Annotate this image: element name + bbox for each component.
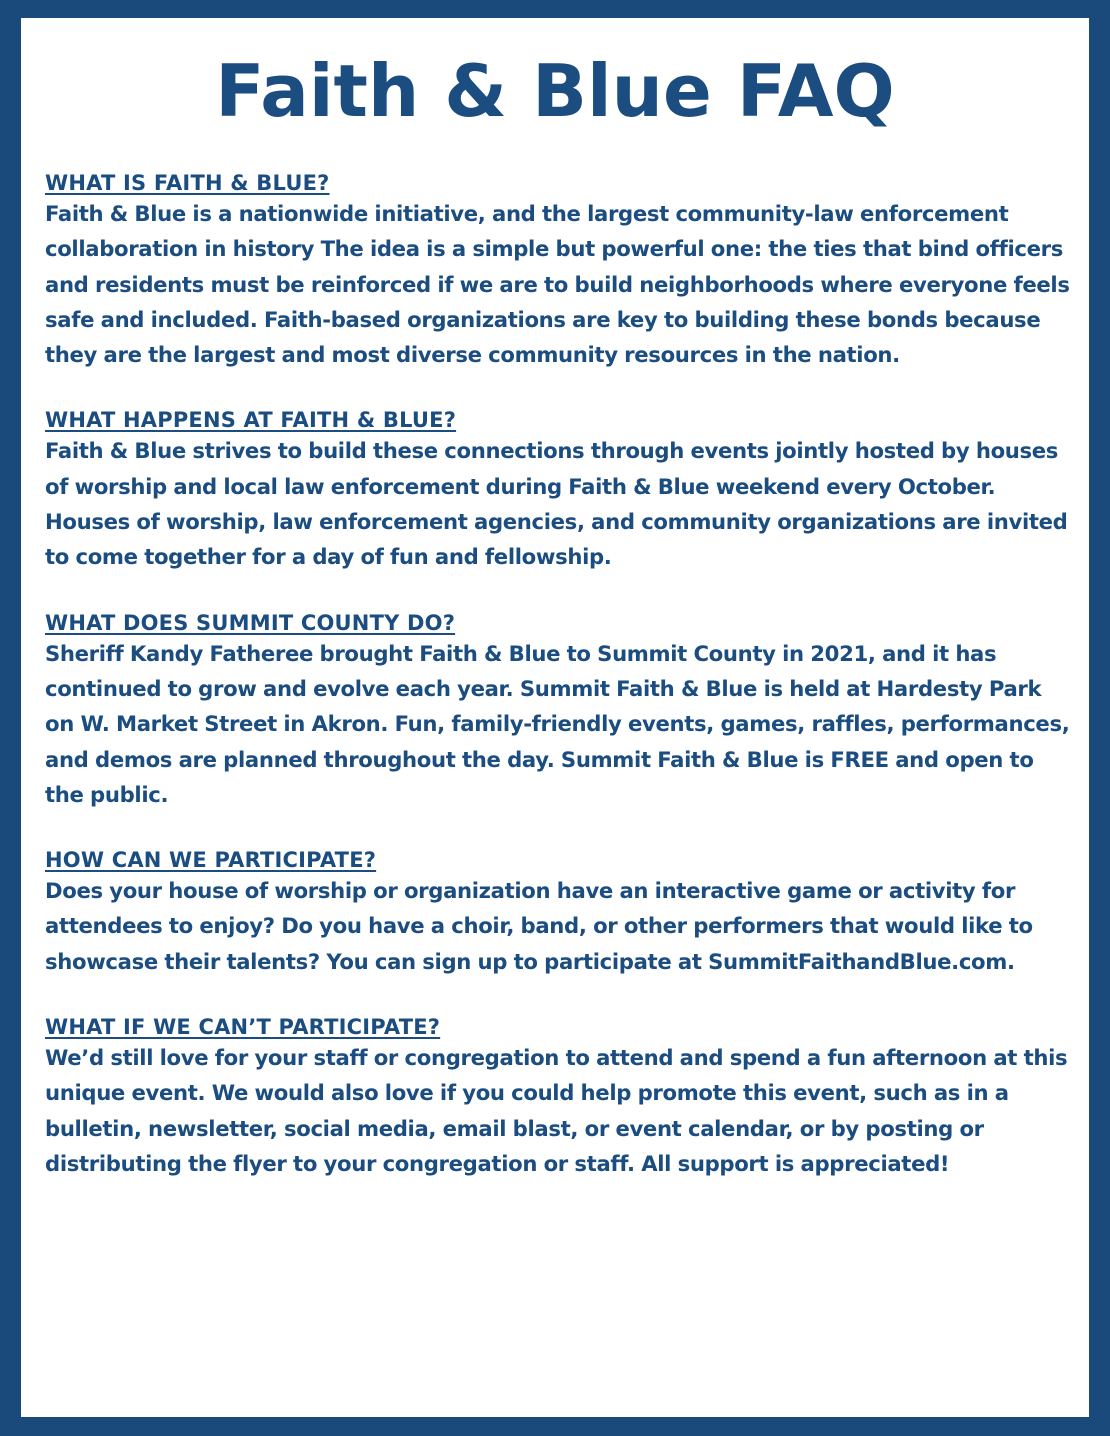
faq-item-what-is: [45, 170, 1075, 372]
faq-answer: Does your house of worship or organization have an interactive game or activity for attendees to enjoy? Do you have a choir, band, or other performers that would like to showcase their talents? You can sign up to participate at SummitFaithandBlue.com.: [45, 878, 1033, 974]
page-title: Faith & Blue FAQ: [215, 49, 895, 133]
faq-question: WHAT IF WE CAN’T PARTICIPATE?: [45, 1015, 441, 1040]
faq-item-cant-participate: [45, 1014, 1075, 1181]
faq-answer: Faith & Blue strives to build these connections through events jointly hosted by houses of worship and local law enforcement during Faith & Blue weekend every October. Houses of worship, law enforcement agencies, and community organizations are invited to come together for a day of fun and fellowship.: [45, 438, 1068, 570]
faq-item-participate: [45, 847, 1075, 979]
faq-question: WHAT IS FAITH & BLUE?: [45, 171, 330, 195]
faq-item-what-happens: [45, 407, 1075, 574]
faq-answer: Faith & Blue is a nationwide initiative, and the largest community-law enforcement collaboration in history The idea is a simple but powerful one: the ties that bind officers and residents must be reinforced if we are to build neighborhoods where everyone feels safe and included. Faith-based organizations are key to building these bonds because they are the largest and most diverse community resources in the nation.: [45, 201, 1070, 368]
faq-item-summit-county: [45, 610, 1075, 812]
faq-question: WHAT DOES SUMMIT COUNTY DO?: [45, 610, 456, 635]
faq-answer: Sheriff Kandy Fatheree brought Faith & Blue to Summit County in 2021, and it has continued to grow and evolve each year. Summit Faith & Blue is held at Hardesty Park on W. Market Street in Akron. Fun, family-friendly events, games, raffles, performances, and demos are planned throughout the day. Summit Faith & Blue is FREE and open to the public.: [45, 640, 1070, 807]
faq-question: WHAT HAPPENS AT FAITH & BLUE?: [45, 408, 457, 433]
faq-list: [45, 170, 1075, 1216]
faq-answer: We’d still love for your staff or congregation to attend and spend a fun afternoon at this unique event. We would also love if you could help promote this event, such as in a bulletin, newsletter, social media, email blast, or event calendar, or by posting or distributing the flyer to your congregation or staff. All support is appreciated!: [45, 1045, 1068, 1176]
faq-page: [21, 18, 1089, 1417]
faq-question: HOW CAN WE PARTICIPATE?: [45, 848, 377, 873]
